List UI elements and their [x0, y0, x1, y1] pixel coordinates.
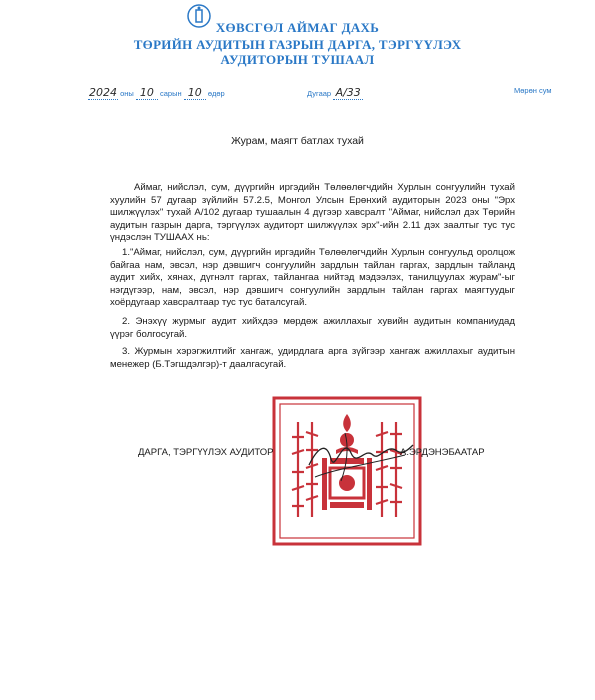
- header-line-3: АУДИТОРЫН ТУШААЛ: [220, 52, 375, 67]
- date-month-suffix: сарын: [160, 89, 182, 98]
- paragraph-item-1: 1."Аймаг, нийслэл, сум, дүүргийн иргэдийн Төлөөлөгчдийн Хурлын сонгуульд оролцож байгаа нам, эвсэл, нэр дэвшигч сонгуулийн зардлын тайлан гаргах, зардлын тайланд аудит хийх, хянах, дүгнэлт гаргах, тайлангаа нийтэд мэдээлэх, танилцуулах журам"-ыг нэгдүгээр, нам, эвсэл, нэр дэвшигч сонгуулийн зардлын тайлан гаргах маягтуудыг хоёрдугаар хавсралтаар тус тус баталсугай.: [110, 247, 515, 308]
- paragraph-item-3: 3. Журмын хэрэгжилтийг хангаж, удирдлага арга зүйгээр хангаж ажиллахыг аудитын менежер (Б.Тэгшдэлгэр)-т даалгасугай.: [110, 346, 515, 370]
- order-date: [88, 86, 225, 100]
- order-number: [307, 86, 363, 100]
- date-month: 10: [136, 86, 158, 100]
- paragraph-preamble: Аймаг, нийслэл, сум, дүүргийн иргэдийн Төлөөлөгчдийн Хурлын сонгуулийн тухай хуулийн 57 дугаар зүйлийн 57.2.5, Монгол Улсын Ерөнхий аудиторын 2023 оны "Эрх шилжүүлэх" тухай А/102 дугаар тушаалын 4 дүгээр хавсралт "Аймаг, нийслэл дэх Төрийн аудитын газрын дарга, тэргүүлэх аудиторт шилжүүлэх эрх"-ийн 2.11 дэх заалтыг тус тус үндэслэн ТУШААХ нь:: [110, 182, 515, 243]
- paragraph-item-2: 2. Энэхүү журмыг аудит хийхдээ мөрдөж ажиллахыг хувийн аудитын компаниудад үүрэг болгосугай.: [110, 316, 515, 340]
- date-day: 10: [184, 86, 206, 100]
- order-subject: Журам, маягт батлах тухай: [231, 135, 364, 147]
- header-line-2: ТӨРИЙН АУДИТЫН ГАЗРЫН ДАРГА, ТЭРГҮҮЛЭХ: [133, 37, 462, 52]
- order-number-value: А/33: [333, 86, 363, 100]
- place-name: Мөрөн сум: [514, 86, 552, 95]
- handwritten-signature: [305, 425, 415, 485]
- order-number-label: Дугаар: [307, 89, 332, 98]
- signatory-title: ДАРГА, ТЭРГҮҮЛЭХ АУДИТОР: [138, 447, 274, 458]
- signatory-name: А.ЭРДЭНЭБААТАР: [400, 447, 485, 458]
- date-day-suffix: өдөр: [207, 89, 225, 98]
- date-year: 2024: [89, 86, 117, 99]
- header-line-1: ХӨВСГӨЛ АЙМАГ ДАХЬ: [215, 20, 380, 35]
- date-year-suffix: оны: [120, 89, 134, 98]
